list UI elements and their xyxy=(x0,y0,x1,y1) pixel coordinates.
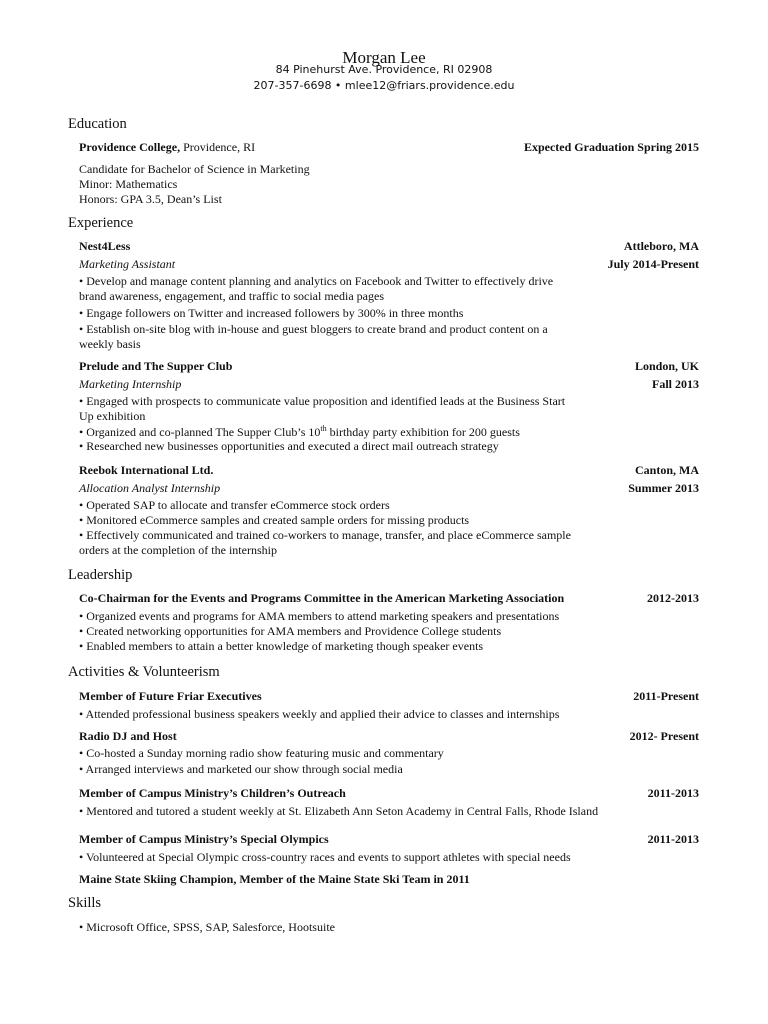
leadership-bullet: • Created networking opportunities for AMA members and Providence College students xyxy=(79,624,502,638)
education-honors: Honors: GPA 3.5, Dean’s List xyxy=(79,192,222,206)
job-bullet: orders at the completion of the internship xyxy=(79,543,277,557)
education-school xyxy=(79,140,255,155)
job-org: Reebok International Ltd. xyxy=(79,463,214,477)
section-skills-title: Skills xyxy=(68,895,102,911)
job-location: Attleboro, MA xyxy=(623,239,699,253)
activity-bullet: • Volunteered at Special Olympic cross-country races and events to support athletes with special needs xyxy=(79,850,571,864)
job-org: Nest4Less xyxy=(79,239,131,253)
job-bullet: • Researched new businesses opportunities and executed a direct mail outreach strategy xyxy=(79,439,499,453)
activity-dates: 2011-2013 xyxy=(647,786,699,800)
job-bullet: • Establish on-site blog with in-house and guest bloggers to create brand and product content on a xyxy=(79,322,548,336)
education-minor: Minor: Mathematics xyxy=(79,177,178,191)
section-education-title: Education xyxy=(68,116,127,132)
activity-dates: 2011-Present xyxy=(633,689,699,703)
activity-dates: 2012- Present xyxy=(629,729,699,743)
job-location: Canton, MA xyxy=(634,463,699,477)
activity-bullet: • Co-hosted a Sunday morning radio show featuring music and commentary xyxy=(79,746,444,760)
activity-role: Member of Campus Ministry’s Special Olympics xyxy=(79,832,329,846)
job-org: Prelude and The Supper Club xyxy=(79,359,233,373)
skills-line: • Microsoft Office, SPSS, SAP, Salesforce, Hootsuite xyxy=(79,920,335,934)
candidate-name: Morgan Lee xyxy=(342,48,426,67)
job-dates: Summer 2013 xyxy=(628,481,699,495)
job-bullet: Up exhibition xyxy=(79,409,146,423)
activity-role: Radio DJ and Host xyxy=(79,729,177,743)
activity-role: Member of Campus Ministry’s Children’s Outreach xyxy=(79,786,346,800)
section-experience-title: Experience xyxy=(68,215,134,231)
activity-bullet: • Attended professional business speakers weekly and applied their advice to classes and internships xyxy=(79,707,560,721)
job-role: Allocation Analyst Internship xyxy=(79,481,221,495)
award: Maine State Skiing Champion, Member of the Maine State Ski Team in 2011 xyxy=(79,872,470,886)
job-bullet: brand awareness, engagement, and traffic to social media pages xyxy=(79,289,384,303)
activity-bullet: • Arranged interviews and marketed our show through social media xyxy=(79,762,403,776)
activity-role: Member of Future Friar Executives xyxy=(79,689,262,703)
activity-dates: 2011-2013 xyxy=(647,832,699,846)
job-location: London, UK xyxy=(634,359,699,373)
school-name: Providence College, xyxy=(79,140,181,154)
job-role: Marketing Assistant xyxy=(79,257,176,271)
job-dates: Fall 2013 xyxy=(652,377,699,391)
job-bullet-part: • Organized and co-planned The Supper Club’s 10 xyxy=(79,425,321,439)
section-activities-title: Activities & Volunteerism xyxy=(68,664,220,680)
education-degree: Candidate for Bachelor of Science in Marketing xyxy=(79,162,310,176)
leadership-bullet: • Organized events and programs for AMA members to attend marketing speakers and presentations xyxy=(79,609,560,623)
section-leadership-title: Leadership xyxy=(68,567,133,583)
job-bullet: • Engage followers on Twitter and increased followers by 300% in three months xyxy=(79,306,464,320)
leadership-bullet: • Enabled members to attain a better knowledge of marketing though speaker events xyxy=(79,639,484,653)
job-bullet: • Operated SAP to allocate and transfer eCommerce stock orders xyxy=(79,498,390,512)
ordinal-suffix: th xyxy=(320,424,327,433)
job-bullet: • Engaged with prospects to communicate value proposition and identified leads at the Business Start xyxy=(79,394,566,408)
job-dates: July 2014-Present xyxy=(607,257,699,271)
job-bullet: • Effectively communicated and trained co-workers to manage, transfer, and place eCommerce sample xyxy=(79,528,571,542)
contact-info: 207-357-6698 • mlee12@friars.providence.edu xyxy=(253,79,515,92)
job-bullet: • Monitored eCommerce samples and created sample orders for missing products xyxy=(79,513,470,527)
leadership-role: Co-Chairman for the Events and Programs Committee in the American Marketing Association xyxy=(79,591,565,605)
graduation-date: Expected Graduation Spring 2015 xyxy=(523,140,699,154)
school-location: Providence, RI xyxy=(180,140,256,154)
job-bullet-part: birthday party exhibition for 200 guests xyxy=(326,425,520,439)
job-role: Marketing Internship xyxy=(79,377,182,391)
job-bullet: weekly basis xyxy=(79,337,141,351)
activity-bullet: • Mentored and tutored a student weekly at St. Elizabeth Ann Seton Academy in Central Falls, Rhode Island xyxy=(79,804,599,818)
job-bullet xyxy=(79,424,520,440)
leadership-dates: 2012-2013 xyxy=(647,591,699,605)
address: 84 Pinehurst Ave. Providence, RI 02908 xyxy=(275,63,493,76)
job-bullet: • Develop and manage content planning and analytics on Facebook and Twitter to effectively drive xyxy=(79,274,554,288)
